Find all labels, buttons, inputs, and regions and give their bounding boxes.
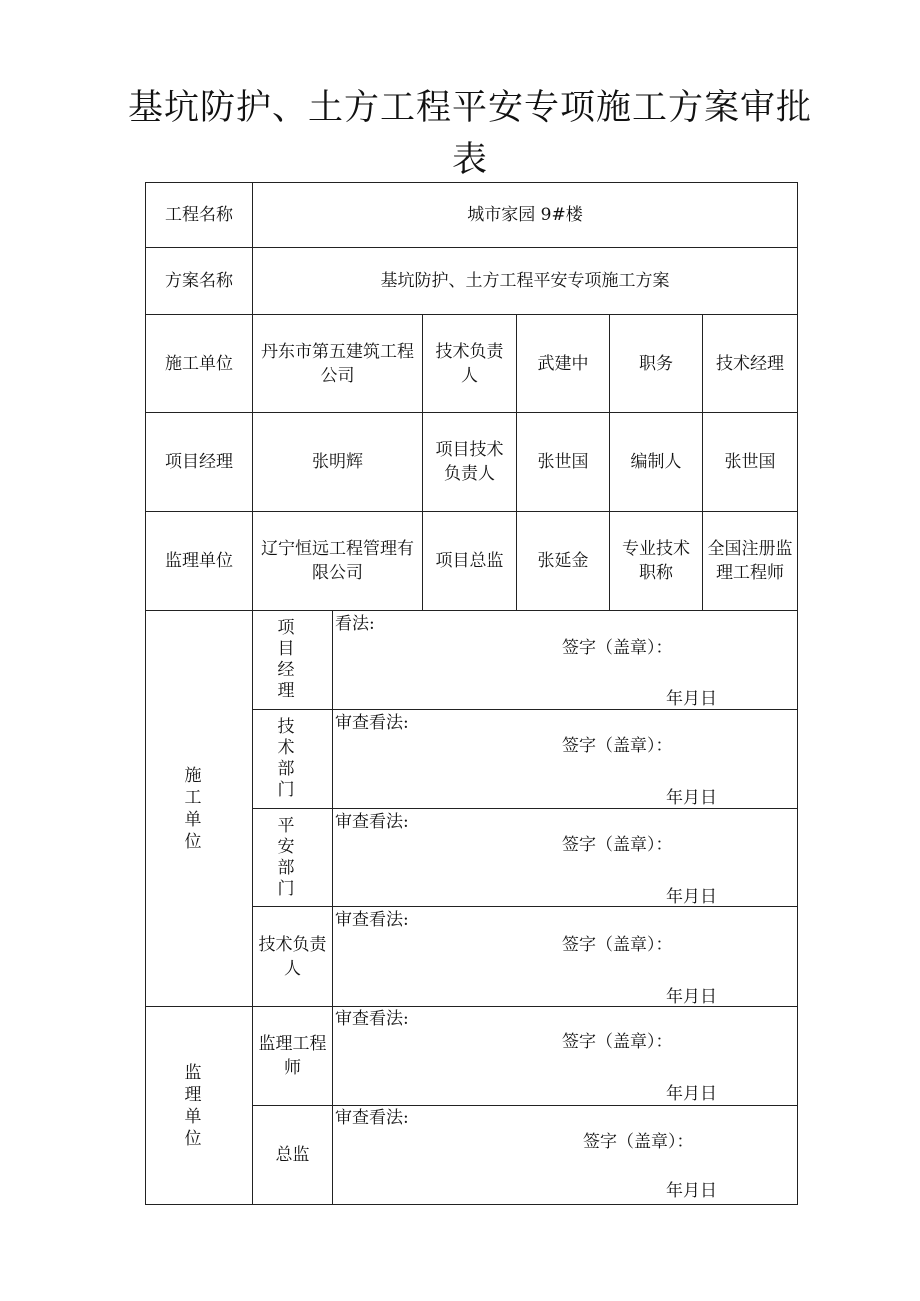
role-chief-supervisor: 总监 (275, 1145, 310, 1165)
project-manager-value: 张明辉 (312, 452, 363, 472)
opinion-label: 审查看法: (335, 812, 409, 832)
group-supervision-unit: 监理单位 (184, 1062, 202, 1149)
role-tech-lead: 技术负责人 (258, 934, 327, 979)
role-project-manager: 项目经理 (277, 618, 295, 701)
opinion-label: 审查看法: (335, 910, 409, 930)
project-tech-lead-label: 项目技术负责人 (435, 440, 504, 484)
plan-name-value: 基坑防护、土方工程平安专项施工方案 (380, 271, 670, 291)
compiler-value: 张世国 (724, 452, 776, 472)
project-name-label: 工程名称 (165, 205, 233, 225)
tech-lead-label: 技术负责人 (435, 341, 504, 386)
construction-unit-label: 施工单位 (165, 353, 233, 374)
signature-field: 签字（盖章）： (583, 1132, 694, 1152)
document-title: 基坑防护、土方工程平安专项施工方案审批 (127, 88, 812, 128)
date-field: 年月日 (666, 1181, 717, 1201)
opinion-label: 审查看法: (335, 713, 409, 733)
role-supervising-engineer: 监理工程师 (258, 1034, 327, 1078)
signature-field: 签字（盖章）： (562, 835, 673, 855)
project-manager-label: 项目经理 (165, 452, 233, 472)
position-value: 技术经理 (716, 353, 784, 374)
date-field: 年月日 (666, 887, 717, 907)
construction-unit-value: 丹东市第五建筑工程公司 (261, 341, 414, 386)
project-tech-lead-value: 张世国 (537, 452, 589, 472)
supervision-unit-value: 辽宁恒远工程管理有限公司 (261, 539, 414, 583)
date-field: 年月日 (666, 987, 717, 1007)
chief-supervisor-label: 项目总监 (435, 551, 504, 571)
opinion-label: 审查看法: (335, 1108, 409, 1128)
date-field: 年月日 (666, 689, 717, 709)
date-field: 年月日 (666, 788, 717, 808)
opinion-label: 看法: (335, 614, 375, 634)
role-safety-department: 平安部门 (277, 815, 295, 899)
compiler-label: 编制人 (630, 452, 682, 472)
opinion-label: 审查看法: (335, 1009, 409, 1029)
date-field: 年月日 (666, 1084, 717, 1104)
signature-field: 签字（盖章）： (562, 638, 673, 658)
project-name-value: 城市家园 9#楼 (467, 205, 583, 225)
signature-field: 签字（盖章）： (562, 736, 673, 756)
professional-title-label: 专业技术职称 (622, 539, 690, 583)
signature-field: 签字（盖章）： (562, 935, 673, 955)
document-title-continued: 表 (451, 140, 488, 180)
plan-name-label: 方案名称 (165, 271, 233, 291)
tech-lead-value: 武建中 (537, 353, 589, 374)
professional-title-value: 全国注册监理工程师 (707, 539, 793, 583)
position-label: 职务 (639, 353, 673, 374)
chief-supervisor-value: 张延金 (537, 551, 589, 571)
supervision-unit-label: 监理单位 (165, 551, 233, 571)
role-tech-department: 技术部门 (277, 717, 295, 800)
group-construction-unit: 施工单位 (184, 765, 202, 852)
signature-field: 签字（盖章）： (562, 1032, 673, 1052)
